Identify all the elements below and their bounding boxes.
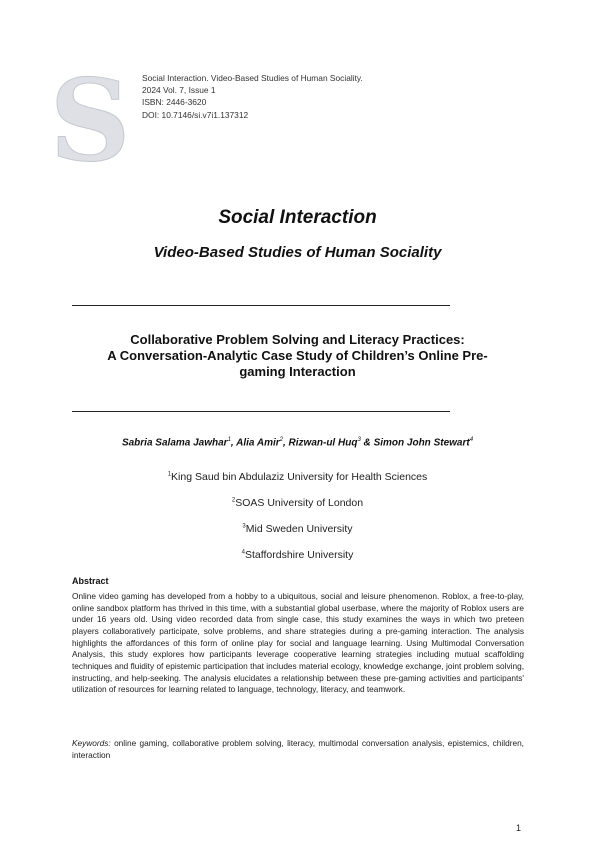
affiliation-name: King Saud bin Abdulaziz University for Health Sciences [171, 471, 428, 483]
divider-bottom [72, 411, 450, 412]
affiliation-number: 4 [241, 549, 245, 556]
author-name: Rizwan-ul Huq [288, 437, 358, 449]
journal-isbn-line: ISBN: 2446-3620 [142, 97, 207, 108]
author-affiliation-mark: 1 [227, 437, 231, 443]
affiliation [0, 549, 595, 561]
keywords-label: Keywords: [72, 738, 111, 748]
author-list [0, 437, 595, 448]
affiliation [0, 497, 595, 509]
journal-subtitle: Video-Based Studies of Human Sociality [153, 244, 442, 261]
author-name: Alia Amir [236, 437, 280, 449]
affiliation-number: 2 [231, 497, 236, 504]
journal-title: Social Interaction [218, 207, 377, 228]
affiliation-name: Mid Sweden University [245, 523, 353, 535]
journal-name-line: Social Interaction. Video-Based Studies of Human Sociality. [142, 73, 363, 83]
article-title [80, 332, 515, 380]
author-affiliation-mark: 2 [279, 437, 283, 443]
keywords [72, 738, 524, 761]
affiliation-name: SOAS University of London [235, 497, 364, 509]
abstract-heading: Abstract [72, 576, 109, 586]
author-name: Sabria Salama Jawhar [121, 437, 228, 449]
abstract-body: Online video gaming has developed from a hobby to a ubiquitous, social and leisure phenomenon. Roblox, a free-to-play, online sandbox platform has thrived in this time, with a substantial global userbase, where the majority of Roblox users are under 16 years old. Using video recorded data from single case, this study examines the ways in which two preteen players collaboratively participate, solve problems, and share strategies during a pre-gaming interaction. The analysis highlights the affordances of this form of online play for social and language learning. Using Multimodal Conversation Analysis, this study explores how participants leverage cooperative learning strategies including mutual scaffolding techniques and fluidity of epistemic participation that includes material ecology, knowledge exchange, joint problem solving, instructing, and help-seeking. The analysis elucidates a relationship between these pre-gaming activities and participants' utilization of resources for learning related to language, technology, literacy, and teamwork. [72, 591, 524, 695]
author-separator: , [282, 437, 289, 449]
article-title-line-3: gaming Interaction [239, 364, 356, 379]
affiliation-name: Staffordshire University [244, 549, 354, 561]
author-affiliation-mark: 3 [357, 437, 361, 443]
article-title-line-2: A Conversation-Analytic Case Study of Children’s Online Pre- [107, 348, 488, 363]
affiliation-number: 3 [242, 523, 246, 530]
keywords-text: online gaming, collaborative problem solving, literacy, multimodal conversation analysis, epistemics, children, interaction [72, 738, 524, 760]
journal-doi-line[interactable]: DOI: 10.7146/si.v7i1.137312 [142, 109, 249, 120]
journal-meta [142, 72, 462, 121]
journal-logo [50, 68, 130, 168]
affiliation [0, 471, 595, 483]
author-separator: , [230, 437, 237, 449]
author-separator: & [360, 437, 374, 449]
article-title-line-1: Collaborative Problem Solving and Literacy Practices: [130, 332, 465, 347]
author-name: Simon John Stewart [373, 437, 470, 449]
affiliation [0, 523, 595, 535]
logo-letter: S [50, 68, 130, 168]
affiliation-number: 1 [167, 471, 172, 478]
page-number: 1 [516, 823, 522, 833]
author-affiliation-mark: 4 [469, 437, 474, 443]
journal-volume-line: 2024 Vol. 7, Issue 1 [142, 85, 216, 96]
divider-top [72, 305, 450, 306]
